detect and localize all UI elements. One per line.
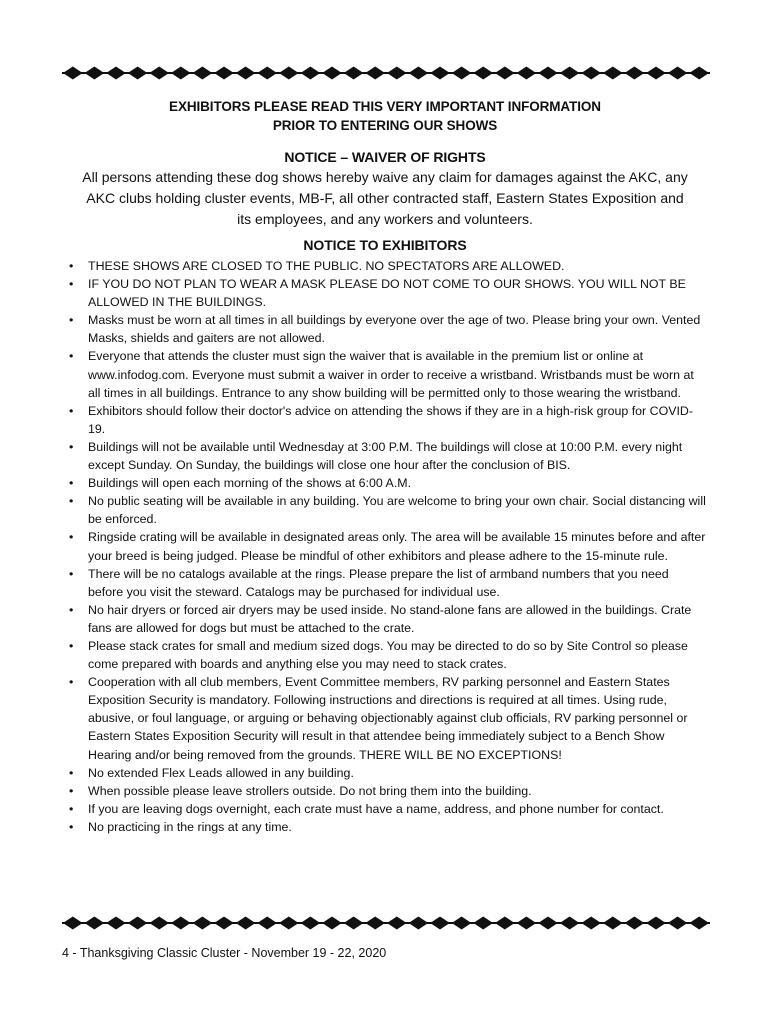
- bullet-icon: •: [69, 349, 74, 364]
- waiver-heading: NOTICE – WAIVER OF RIGHTS: [284, 149, 486, 165]
- notice-list-item: [66, 347, 706, 401]
- notice-list-item: [66, 311, 706, 347]
- bottom-ornament-divider: [62, 916, 710, 930]
- notice-list-item-text: No practicing in the rings at any time.: [88, 819, 292, 834]
- bullet-icon: •: [69, 765, 74, 780]
- bullet-icon: •: [69, 494, 74, 509]
- notice-list-item-text: Please stack crates for small and medium sized dogs. You may be directed to do so by Site Control so please come prepared with boards and anything else you may need to stack crates.: [88, 638, 688, 672]
- page-title-line2: PRIOR TO ENTERING OUR SHOWS: [272, 118, 498, 133]
- notice-list-item-text: Cooperation with all club members, Event Committee members, RV parking personnel and Eastern States Exposition Security is mandatory. Following instructions and directions is required at all times. Using rude, abusive, or foul language, or arguing or behaving objectionably against club officials, RV parking personnel or Eastern States Exposition Security will result in that attendee being immediately subject to a Bench Show Hearing and/or being removed from the grounds. THERE WILL BE NO EXCEPTIONS!: [88, 675, 688, 762]
- notice-list-item: [66, 257, 706, 275]
- notice-list-item-text: Masks must be worn at all times in all buildings by everyone over the age of two. Please bring your own. Vented Masks, shields and gaiters are not allowed.: [88, 313, 701, 346]
- notice-list-item: [66, 818, 706, 836]
- top-ornament-divider: [62, 66, 710, 80]
- bullet-icon: •: [69, 801, 74, 816]
- notice-list-item-text: No public seating will be available in any building. You are welcome to bring your own chair. Social distancing will be enforced.: [88, 494, 706, 527]
- notice-list-item: [66, 800, 706, 818]
- bullet-icon: •: [69, 403, 74, 418]
- bullet-icon: •: [69, 566, 74, 581]
- notice-list-item: [66, 528, 706, 564]
- notice-list-item-text: If you are leaving dogs overnight, each crate must have a name, address, and phone number for contact.: [88, 801, 664, 816]
- diamond-chain-icon: [62, 916, 710, 930]
- bullet-icon: •: [69, 819, 74, 834]
- notice-list-item: [66, 601, 706, 637]
- notice-list-item-text: Buildings will not be available until Wednesday at 3:00 P.M. The buildings will close at 10:00 P.M. every night except Sunday. On Sunday, the buildings will close one hour after the conclusion of BIS.: [88, 439, 683, 473]
- bullet-icon: •: [69, 277, 74, 292]
- notice-list-item-text: Buildings will open each morning of the shows at 6:00 A.M.: [88, 476, 412, 491]
- bullet-icon: •: [69, 675, 74, 690]
- notice-list-item: [66, 438, 706, 474]
- bullet-icon: •: [69, 783, 74, 798]
- bullet-icon: •: [69, 439, 74, 454]
- notice-list-item-text: THESE SHOWS ARE CLOSED TO THE PUBLIC. NO SPECTATORS ARE ALLOWED.: [88, 259, 565, 273]
- notice-list-item-text: No hair dryers or forced air dryers may be used inside. No stand-alone fans are allowed in the buildings. Crate fans are allowed for dogs but must be attached to the crate.: [88, 602, 692, 635]
- notice-list-item: [66, 492, 706, 528]
- notice-list-item-text: When possible please leave strollers outside. Do not bring them into the building.: [88, 783, 532, 798]
- notice-list-item: [66, 275, 706, 311]
- page-title-line1: EXHIBITORS PLEASE READ THIS VERY IMPORTANT INFORMATION: [169, 99, 601, 114]
- notice-list-item: [66, 764, 706, 782]
- exhibitor-notice-list: [66, 257, 706, 836]
- notice-list-item-text: IF YOU DO NOT PLAN TO WEAR A MASK PLEASE DO NOT COME TO OUR SHOWS. YOU WILL NOT BE ALLOWED IN THE BUILDINGS.: [88, 277, 686, 310]
- bullet-icon: •: [69, 259, 74, 273]
- bullet-icon: •: [69, 602, 74, 617]
- notice-list-item-text: There will be no catalogs available at the rings. Please prepare the list of armband numbers that you need before you visit the steward. Catalogs may be purchased for individual use.: [88, 566, 669, 599]
- page-title: [0, 97, 770, 135]
- notice-list-item: [66, 637, 706, 673]
- notice-list-item: [66, 474, 706, 492]
- diamond-chain-icon: [62, 66, 710, 80]
- notice-list-item: [66, 402, 706, 438]
- bullet-icon: •: [69, 476, 74, 491]
- page-footer: 4 - Thanksgiving Classic Cluster - November 19 - 22, 2020: [62, 946, 387, 960]
- notice-list-item-text: Everyone that attends the cluster must sign the waiver that is available in the premium list or online at www.infodog.com. Everyone must submit a waiver in order to receive a wristband. Wristbands must be worn at all times in all buildings. Entrance to any show building will be permitted only to those wearing the wristband.: [88, 349, 694, 400]
- notice-list-item-text: No extended Flex Leads allowed in any building.: [88, 765, 354, 780]
- notice-list-item: [66, 565, 706, 601]
- notice-list-item: [66, 673, 706, 763]
- bullet-icon: •: [69, 638, 74, 653]
- notice-list-item: [66, 782, 706, 800]
- notice-list-item-text: Exhibitors should follow their doctor's advice on attending the shows if they are in a high-risk group for COVID-19.: [88, 403, 693, 436]
- exhibitors-heading: NOTICE TO EXHIBITORS: [303, 237, 467, 253]
- notice-list-item-text: Ringside crating will be available in designated areas only. The area will be available 15 minutes before and after your breed is being judged. Please be mindful of other exhibitors and please adhere to the 15-minute rule.: [88, 530, 706, 563]
- waiver-text: All persons attending these dog shows hereby waive any claim for damages against the AKC, any AKC clubs holding cluster events, MB-F, all other contracted staff, Eastern States Exposition and its employees, and any workers and volunteers.: [82, 169, 688, 227]
- bullet-icon: •: [69, 313, 74, 328]
- bullet-icon: •: [69, 530, 74, 545]
